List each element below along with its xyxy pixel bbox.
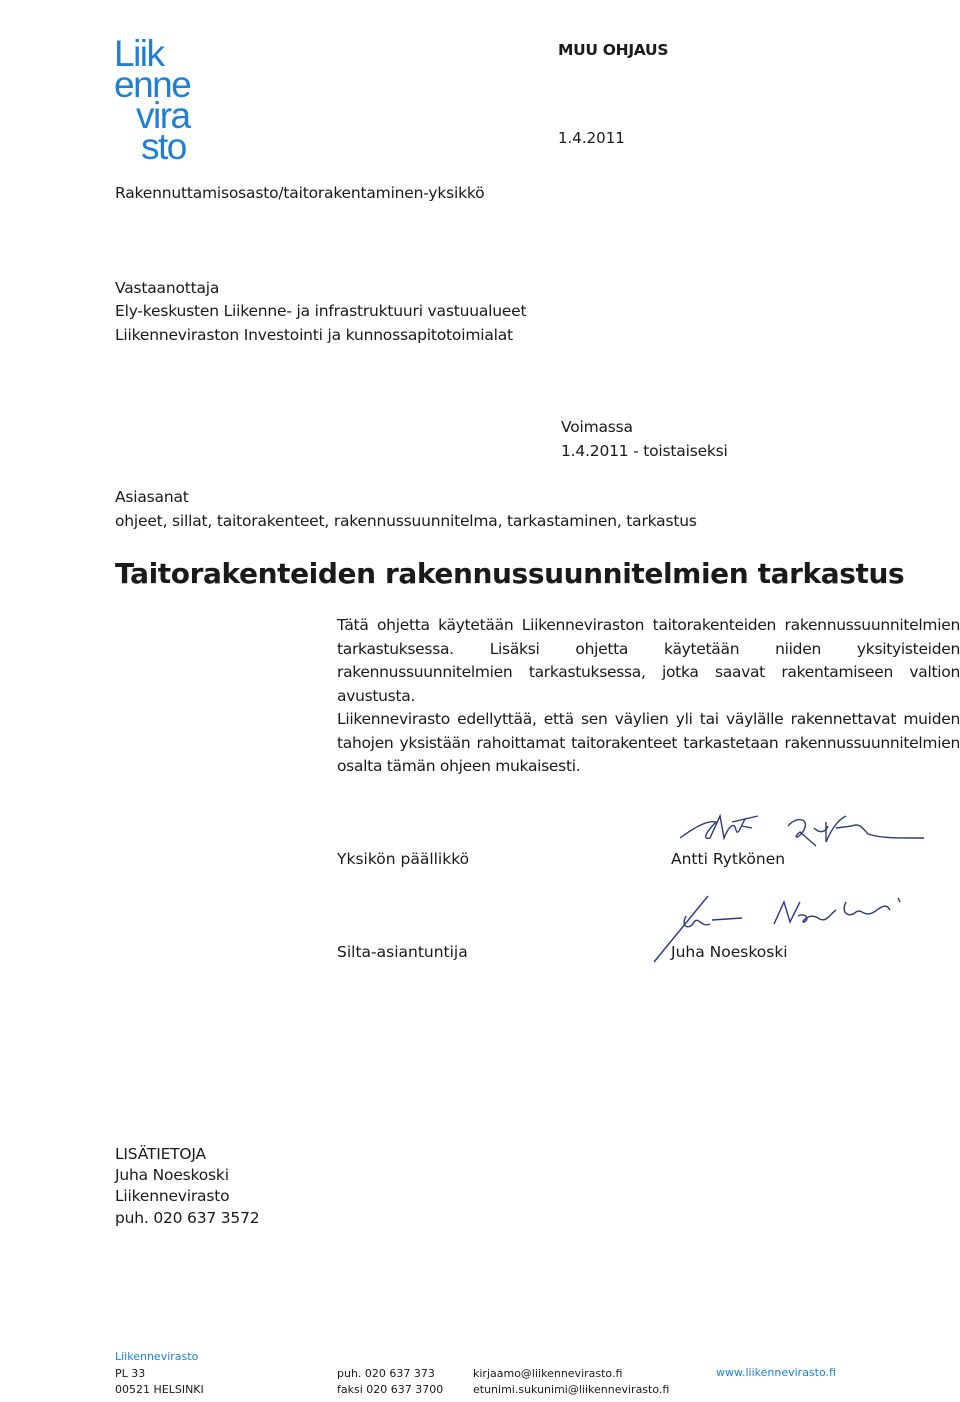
footer-website-link[interactable]: www.liikennevirasto.fi — [716, 1366, 836, 1379]
paragraph: Liikennevirasto edellyttää, että sen väylien yli tai väylälle rakennettavat muiden tahojen yksistään rahoittamat taitorakenteet tarkastetaan rakennussuunnitelmien osalta tämän ohjeen mukaisesti. — [337, 710, 960, 775]
logo-line: Liik — [114, 33, 164, 74]
logo-line: sto — [141, 126, 186, 167]
document-type: MUU OHJAUS — [558, 41, 669, 59]
signature-role: Yksikön päällikkö — [337, 850, 470, 868]
contact-phone: puh. 020 637 3572 — [115, 1209, 260, 1227]
department: Rakennuttamisosasto/taitorakentaminen-yksikkö — [115, 184, 485, 202]
signature-name: Antti Rytkönen — [671, 850, 786, 868]
logo-line: vira — [136, 95, 190, 136]
contact-heading: LISÄTIETOJA — [115, 1145, 206, 1163]
footer-email-registry[interactable]: kirjaamo@liikennevirasto.fi — [473, 1367, 623, 1380]
keywords-text: ohjeet, sillat, taitorakenteet, rakennussuunnitelma, tarkastaminen, tarkastus — [115, 512, 697, 530]
footer-email-personal[interactable]: etunimi.sukunimi@liikennevirasto.fi — [473, 1383, 670, 1396]
footer-fax: faksi 020 637 3700 — [337, 1383, 444, 1396]
document-title: Taitorakenteiden rakennussuunnitelmien tarkastus — [115, 557, 905, 590]
footer-org: Liikennevirasto — [115, 1350, 199, 1363]
validity-heading: Voimassa — [561, 418, 633, 436]
keywords-heading: Asiasanat — [115, 488, 189, 506]
footer-box: PL 33 — [115, 1367, 146, 1380]
validity-period: 1.4.2011 - toistaiseksi — [561, 442, 728, 460]
recipients-heading: Vastaanottaja — [115, 279, 220, 297]
signature-role: Silta-asiantuntija — [337, 943, 468, 961]
recipient-line: Ely-keskusten Liikenne- ja infrastruktuuri vastuualueet — [115, 302, 527, 320]
footer-postal: 00521 HELSINKI — [115, 1383, 204, 1396]
paragraph: Tätä ohjetta käytetään Liikenneviraston taitorakenteiden rakennussuunnitelmien tarkastuksessa. Lisäksi ohjetta käytetään niiden yksityisteiden rakennussuunnitelmien tarkastuksessa, jotka saavat rakentamiseen valtion avustusta. — [337, 616, 960, 705]
signature-name: Juha Noeskoski — [671, 943, 788, 961]
footer-phone: puh. 020 637 373 — [337, 1367, 435, 1380]
liikennevirasto-logo — [114, 33, 191, 167]
contact-name: Juha Noeskoski — [115, 1166, 229, 1184]
document-date: 1.4.2011 — [558, 129, 625, 147]
recipient-line: Liikenneviraston Investointi ja kunnossapitotoimialat — [115, 326, 513, 344]
logo-line: enne — [114, 64, 191, 105]
contact-org: Liikennevirasto — [115, 1187, 230, 1205]
